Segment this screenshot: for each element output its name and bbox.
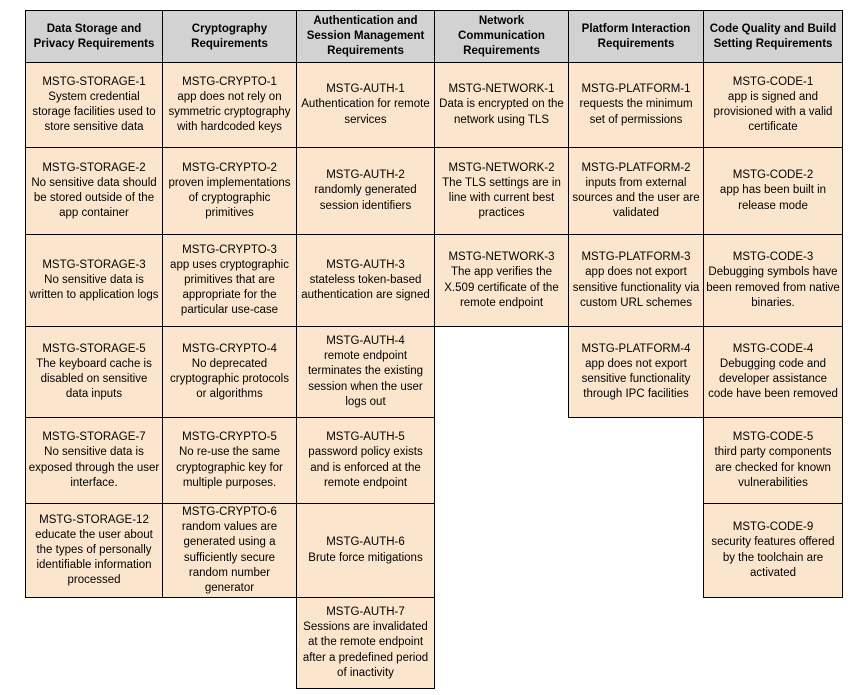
requirement-text: System credential storage facilities used to store sensitive data [32, 90, 156, 134]
requirement-text: password policy exists and is enforced at the remote endpoint [308, 446, 423, 489]
requirement-text: Brute force mitigations [308, 551, 423, 564]
requirement-id: MSTG-STORAGE-1 [42, 75, 146, 88]
requirement-id: MSTG-CRYPTO-5 [182, 431, 277, 444]
requirement-id: MSTG-AUTH-5 [326, 431, 405, 444]
column-platform [568, 10, 704, 418]
column-header: Network Communication Requirements [434, 10, 569, 63]
requirement-cell [434, 62, 569, 148]
requirement-id: MSTG-STORAGE-7 [42, 431, 146, 444]
requirement-id: MSTG-AUTH-1 [326, 83, 405, 96]
requirement-id: MSTG-AUTH-6 [326, 536, 405, 549]
requirement-text: requests the minimum set of permissions [579, 98, 693, 126]
mstg-requirements-table [25, 10, 843, 689]
requirement-id: MSTG-CRYPTO-3 [182, 243, 277, 256]
requirement-id: MSTG-CRYPTO-4 [182, 342, 277, 355]
requirement-cell [162, 326, 297, 418]
requirement-text: No sensitive data is written to application logs [29, 273, 159, 302]
requirement-text: app has been built in release mode [719, 184, 827, 212]
column-header: Platform Interaction Requirements [568, 10, 704, 63]
requirement-text: random values are generated using a sufficiently secure random number generator [181, 521, 278, 594]
requirement-id: MSTG-NETWORK-3 [448, 251, 555, 264]
requirement-cell [296, 417, 435, 504]
requirement-text: Debugging symbols have been removed from native binaries. [706, 266, 840, 309]
requirement-cell [434, 147, 569, 235]
requirement-cell [25, 147, 163, 235]
requirement-text: app does not rely on symmetric cryptography with hardcoded keys [168, 90, 291, 134]
requirement-cell [296, 62, 435, 148]
requirement-text: inputs from external sources and the user are validated [572, 176, 700, 220]
requirement-id: MSTG-CRYPTO-1 [182, 75, 277, 88]
requirement-cell [703, 234, 843, 327]
requirement-id: MSTG-PLATFORM-2 [581, 161, 691, 174]
requirement-cell [25, 234, 163, 327]
requirement-id: MSTG-PLATFORM-4 [581, 342, 691, 355]
requirement-id: MSTG-PLATFORM-3 [581, 251, 691, 264]
requirement-cell [703, 503, 843, 598]
requirement-id: MSTG-AUTH-4 [326, 335, 405, 348]
requirement-id: MSTG-AUTH-2 [326, 169, 405, 182]
requirement-id: MSTG-CODE-9 [732, 521, 814, 534]
requirement-cell [296, 503, 435, 598]
requirement-cell [296, 234, 435, 327]
requirement-text: app does not export sensitive functionality via custom URL schemes [572, 266, 700, 309]
requirement-text: No re-use the same cryptographic key for multiple purposes. [176, 446, 283, 489]
requirement-id: MSTG-CRYPTO-6 [182, 505, 277, 518]
requirement-cell [568, 234, 704, 327]
requirement-cell [25, 503, 163, 598]
requirement-cell [25, 62, 163, 148]
requirement-id: MSTG-CODE-4 [732, 342, 814, 355]
column-header: Authentication and Session Management Requirements [296, 10, 435, 63]
requirement-text: stateless token-based authentication are signed [301, 273, 430, 302]
requirement-cell [162, 62, 297, 148]
requirement-text: remote endpoint terminates the existing session when the user logs out [307, 350, 424, 408]
requirement-id: MSTG-STORAGE-12 [39, 513, 149, 526]
column-header: Data Storage and Privacy Requirements [25, 10, 163, 63]
requirement-id: MSTG-CODE-3 [732, 251, 814, 264]
column-header: Cryptography Requirements [162, 10, 297, 63]
column-code-quality [703, 10, 843, 598]
requirement-text: third party components are checked for known vulnerabilities [714, 446, 832, 489]
requirement-id: MSTG-CODE-5 [732, 431, 814, 444]
requirement-text: app uses cryptographic primitives that are appropriate for the particular use-case [170, 258, 289, 317]
column-network [434, 10, 569, 327]
requirement-text: Data is encrypted on the network using TLS [439, 98, 564, 126]
requirement-text: The keyboard cache is disabled on sensitive data inputs [36, 357, 152, 401]
requirement-text: No sensitive data should be stored outside of the app container [31, 176, 157, 220]
column-authentication [296, 10, 435, 689]
requirement-cell [162, 234, 297, 327]
requirement-cell [25, 326, 163, 418]
requirement-cell [703, 417, 843, 504]
requirement-cell [296, 326, 435, 418]
requirement-cell [296, 597, 435, 689]
requirement-id: MSTG-STORAGE-3 [42, 258, 146, 271]
requirement-text: proven implementations of cryptographic primitives [168, 176, 291, 220]
requirement-cell [568, 326, 704, 418]
requirement-text: app is signed and provisioned with a valid certificate [713, 90, 833, 134]
column-cryptography [162, 10, 297, 598]
column-header: Code Quality and Build Setting Requirements [703, 10, 843, 63]
requirement-id: MSTG-NETWORK-1 [448, 83, 555, 96]
requirement-text: Debugging code and developer assistance code have been removed [708, 357, 838, 401]
column-data-storage [25, 10, 163, 598]
requirement-text: The app verifies the X.509 certificate of the remote endpoint [444, 266, 559, 309]
requirement-text: No sensitive data is exposed through the user interface. [28, 446, 160, 489]
requirement-cell [703, 147, 843, 235]
requirement-text: security features offered by the toolchain are activated [711, 536, 835, 579]
requirement-text: No deprecated cryptographic protocols or algorithms [170, 357, 289, 401]
requirement-cell [568, 62, 704, 148]
requirement-id: MSTG-STORAGE-5 [42, 342, 146, 355]
requirement-text: randomly generated session identifiers [314, 184, 417, 212]
requirement-id: MSTG-CODE-2 [732, 169, 814, 182]
requirement-cell [162, 147, 297, 235]
requirement-cell [568, 147, 704, 235]
requirement-cell [434, 234, 569, 327]
requirement-id: MSTG-NETWORK-2 [448, 161, 555, 174]
requirement-id: MSTG-CRYPTO-2 [182, 161, 277, 174]
requirement-text: Sessions are invalidated at the remote endpoint after a predefined period of inactivity [302, 621, 429, 679]
requirement-cell [162, 503, 297, 598]
requirement-cell [703, 62, 843, 148]
requirement-cell [703, 326, 843, 418]
requirement-id: MSTG-AUTH-3 [326, 258, 405, 271]
requirement-text: Authentication for remote services [301, 98, 430, 126]
requirement-cell [25, 417, 163, 504]
requirement-id: MSTG-CODE-1 [732, 75, 814, 88]
requirement-cell [162, 417, 297, 504]
requirement-id: MSTG-STORAGE-2 [42, 161, 146, 174]
requirement-id: MSTG-AUTH-7 [326, 606, 405, 619]
requirement-text: The TLS settings are in line with current best practices [442, 176, 561, 220]
requirement-cell [296, 147, 435, 235]
requirement-text: app does not export sensitive functionality through IPC facilities [581, 357, 691, 401]
requirement-text: educate the user about the types of personally identifiable information processed [35, 528, 153, 587]
requirement-id: MSTG-PLATFORM-1 [581, 83, 691, 96]
